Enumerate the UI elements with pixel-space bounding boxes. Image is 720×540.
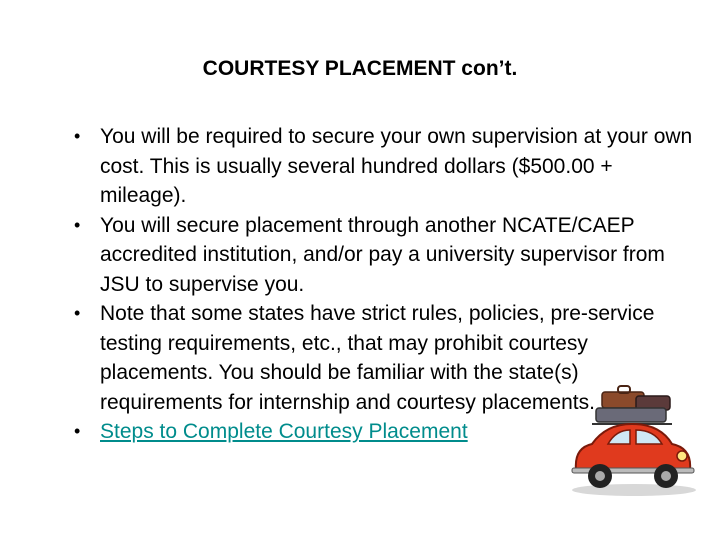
car-with-luggage-icon	[562, 372, 702, 502]
car-body	[576, 424, 690, 470]
suitcase-bottom	[596, 408, 666, 422]
car-shadow	[572, 484, 696, 496]
bullet-marker: •	[74, 421, 81, 441]
bullet-text: You will be required to secure your own supervision at your own cost. This is usually several hundred dollars ($500.00 + mileage).	[100, 125, 693, 207]
bullet-text: Note that some states have strict rules, policies, pre-service testing requirements, etc., that may prohibit courtesy placements. You should be familiar with the state(s) requirements for internship and courtesy placements.	[100, 302, 655, 414]
slide-title: COURTESY PLACEMENT con’t.	[202, 57, 518, 80]
bullet-item	[74, 122, 694, 211]
bullet-marker: •	[74, 214, 81, 235]
car-headlight	[677, 451, 687, 461]
bullet-item	[74, 211, 694, 300]
steps-link[interactable]: Steps to Complete Courtesy Placement	[100, 420, 468, 443]
bullet-marker: •	[74, 303, 81, 323]
bullet-marker: •	[74, 126, 81, 146]
bullet-text: You will secure placement through another NCATE/CAEP accredited institution, and/or pay a university supervisor from JSU to supervise you.	[100, 213, 665, 296]
